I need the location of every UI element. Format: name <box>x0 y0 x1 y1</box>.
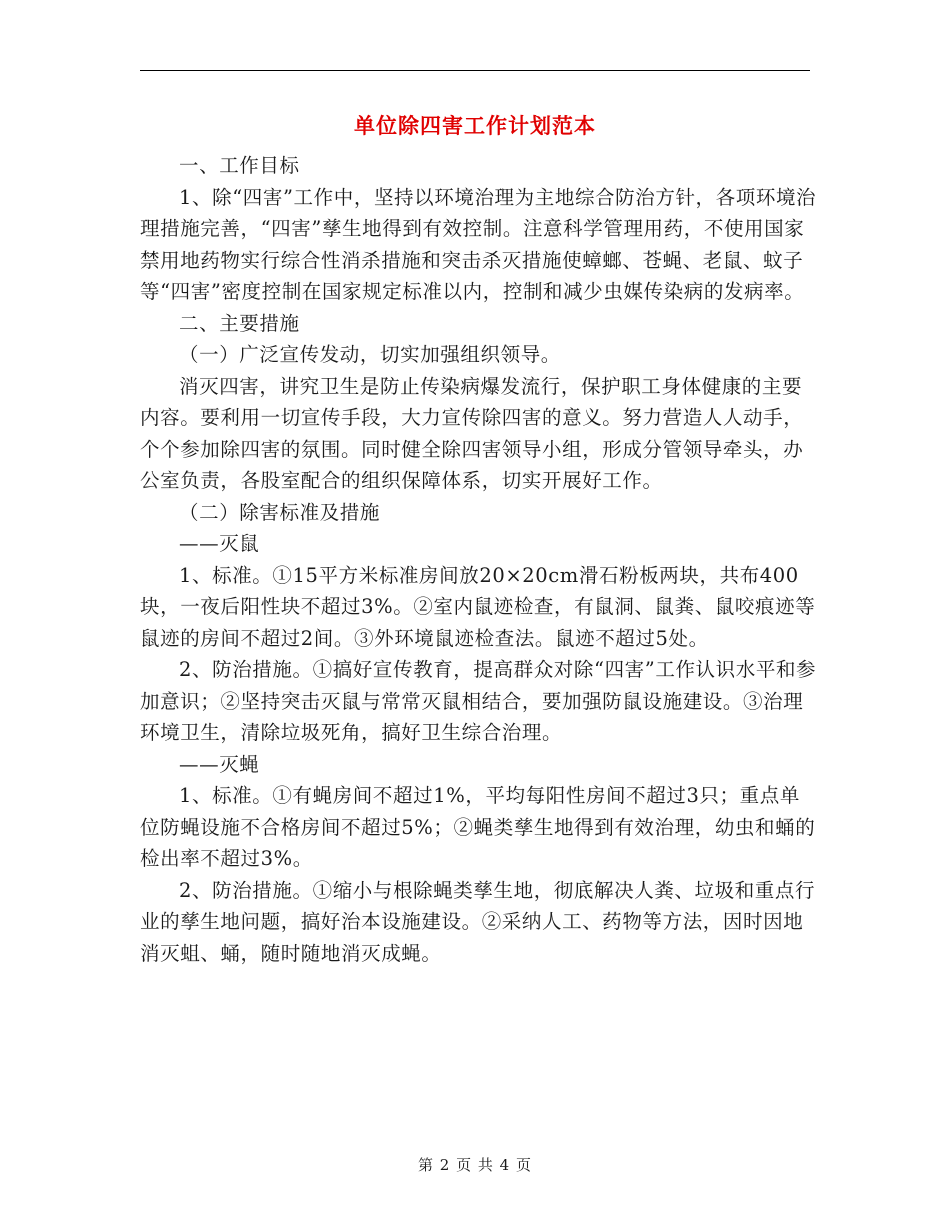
item-heading-rodents: ——灭鼠 <box>179 532 260 555</box>
paragraph-publicity: 消灭四害，讲究卫生是防止传染病爆发流行，保护职工身体健康的主要内容。要利用一切宣传手段，大力宣传除四害的意义。努力营造人人动手，个个参加除四害的氛围。同时健全除四害领导小组，形成分管领导牵头，办公室负责，各股室配合的组织保障体系，切实开展好工作。 <box>140 374 804 492</box>
paragraph-rodent-standard: 1、标准。①15平方米标准房间放20×20cm滑石粉板两块，共布400块，一夜后阳性块不超过3%。②室内鼠迹检查，有鼠洞、鼠粪、鼠咬痕迹等鼠迹的房间不超过2间。③外环境鼠迹检查法。鼠迹不超过5处。 <box>140 563 816 650</box>
subheading-standards: （二）除害标准及措施 <box>179 500 381 524</box>
paragraph-rodent-measures: 2、防治措施。①搞好宣传教育，提高群众对除“四害”工作认识水平和参加意识；②坚持突击灭鼠与常常灭鼠相结合，要加强防鼠设施建设。③治理环境卫生，清除垃圾死角，搞好卫生综合治理。 <box>140 658 817 744</box>
page-footer: 第 2 页 共 4 页 <box>418 1156 532 1174</box>
item-heading-flies: ——灭蝇 <box>179 752 260 776</box>
document-body <box>140 150 820 969</box>
paragraph-goals: 1、除“四害”工作中，坚持以环境治理为主地综合防治方针，各项环境治理措施完善，“四害”孳生地得到有效控制。注意科学管理用药，不使用国家禁用地药物实行综合性消杀措施和突击杀灭措施使蟑螂、苍蝇、老鼠、蚊子等“四害”密度控制在国家规定标准以内，控制和减少虫媒传染病的发病率。 <box>140 185 817 303</box>
section-heading-goals: 一、工作目标 <box>179 154 300 177</box>
paragraph-fly-standard: 1、标准。①有蝇房间不超过1%，平均每阳性房间不超过3只；重点单位防蝇设施不合格房间不超过5%；②蝇类孳生地得到有效治理，幼虫和蛹的检出率不超过3%。 <box>140 784 816 870</box>
paragraph-fly-measures: 2、防治措施。①缩小与根除蝇类孳生地，彻底解决人粪、垃圾和重点行业的孳生地问题，搞好治本设施建设。②采纳人工、药物等方法，因时因地消灭蛆、蛹，随时随地消灭成蝇。 <box>140 878 816 965</box>
section-heading-measures: 二、主要措施 <box>179 311 300 335</box>
header-rule <box>140 70 810 71</box>
document-title: 单位除四害工作计划范本 <box>354 113 596 138</box>
subheading-publicity: （一）广泛宣传发动，切实加强组织领导。 <box>179 343 561 366</box>
